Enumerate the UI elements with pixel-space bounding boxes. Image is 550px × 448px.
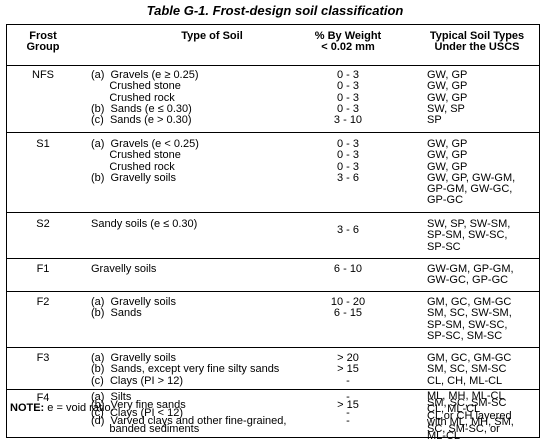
header-frost-group: Frost Group — [26, 30, 60, 54]
row-f4-type: (a) Silts (b) Very fine sands (c) Clays (PI < 12) (d) Varved clays and other fine-grained, banded sediments — [91, 391, 287, 435]
row-divider — [7, 212, 539, 213]
row-f2-weight: 10 - 20 6 - 15 — [330, 296, 366, 320]
header-percent-weight: % By Weight < 0.02 mm — [314, 30, 382, 54]
row-divider — [7, 291, 539, 292]
row-nfs-type: (a) Gravels (e ≥ 0.25) Crushed stone Crushed rock (b) Sands (e ≤ 0.30) (c) Sands (e > 0.30) — [91, 69, 199, 127]
row-f3-uscs: GM, GC, GM-GC SM, SC, SM-SC CL, CH, ML-CL — [427, 352, 512, 387]
row-f1-group: F1 — [36, 263, 50, 275]
table-note — [10, 402, 114, 414]
row-f2-type: (a) Gravelly soils (b) Sands — [91, 296, 176, 320]
note-label: NOTE: — [10, 402, 45, 414]
row-divider — [7, 258, 539, 259]
row-nfs-weight: 0 - 3 0 - 3 0 - 3 0 - 3 3 - 10 — [333, 69, 363, 127]
row-f2-uscs: GM, GC, GM-GC SM, SC, SW-SM, SP-SM, SW-SC, SP-SC, SM-SC — [427, 296, 512, 342]
row-s2-type: Sandy soils (e ≤ 0.30) — [91, 218, 198, 230]
row-s1-uscs: GW, GP GW, GP GW, GP GW, GP, GW-GM, GP-GM, GW-GC, GP-GC — [427, 138, 516, 207]
row-s1-weight: 0 - 3 0 - 3 0 - 3 3 - 6 — [336, 138, 359, 184]
row-s2-uscs: SW, SP, SW-SM, SP-SM, SW-SC, SP-SC — [427, 218, 511, 253]
row-s1-group: S1 — [36, 138, 50, 150]
row-nfs-uscs: GW, GP GW, GP GW, GP SW, SP SP — [427, 69, 468, 127]
header-divider — [7, 65, 539, 66]
row-f2-group: F2 — [36, 296, 50, 308]
row-divider — [7, 347, 539, 348]
row-f1-uscs: GW-GM, GP-GM, GW-GC, GP-GC — [427, 263, 514, 287]
note-text: e = void ratio. — [47, 402, 114, 414]
row-f3-type: (a) Gravelly soils (b) Sands, except very fine silty sands (c) Clays (PI > 12) — [91, 352, 280, 387]
row-f3-weight: > 20 > 15 - — [337, 352, 359, 387]
row-f3-group: F3 — [36, 352, 50, 364]
row-s2-group: S2 — [36, 218, 50, 230]
soil-table — [6, 24, 540, 442]
row-s1-type: (a) Gravels (e < 0.25) Crushed stone Crushed rock (b) Gravelly soils — [91, 138, 199, 184]
row-f4-weight: - > 15 - - — [337, 391, 359, 427]
row-divider — [7, 132, 539, 133]
table-title: Table G-1. Frost-design soil classification — [146, 3, 404, 18]
row-nfs-group: NFS — [32, 69, 54, 81]
header-uscs: Typical Soil Types Under the USCS — [429, 30, 525, 54]
header-type-of-soil: Type of Soil — [181, 30, 243, 42]
row-f4-uscs: ML, MH, ML-CL SM, SC, SM-SC CL, ML-CL CL or CH layered with ML, MH, SM, SC, SM-SC, or ML-CL — [427, 390, 514, 442]
row-s2-weight: 3 - 6 — [336, 224, 359, 236]
row-f4-group: F4 — [36, 392, 50, 404]
row-f1-weight: 6 - 10 — [333, 263, 363, 275]
row-f1-type: Gravelly soils — [91, 263, 157, 275]
